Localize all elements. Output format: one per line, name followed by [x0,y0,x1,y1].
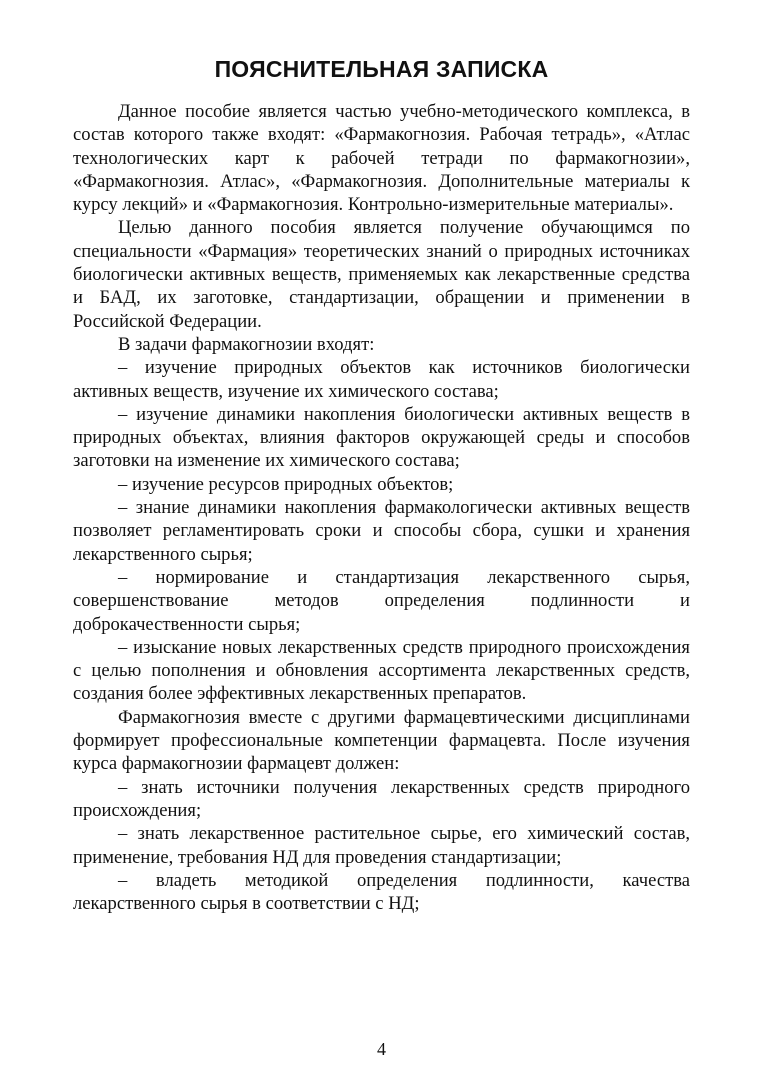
paragraph-tasks-heading: В задачи фармакогнозии входят: [118,333,375,355]
list-item-competency: – знать лекарственное растительное сырье, его химический состав, применение, требования НД для проведения стандартизации; [73,823,690,868]
list-item-task: – нормирование и стандартизация лекарственного сырья, совершенствование методов определения подлинности и доброкачественности сырья; [73,566,690,635]
paragraph-competencies: Фармакогнозия вместе с другими фармацевтическими дисциплинами формирует профессиональные компетенции фармацевта. После изучения курса фармакогнозии фармацевт должен: [73,706,690,775]
paragraph-intro: Данное пособие является частью учебно-методического комплекса, в состав которого также входят: «Фармакогнозия. Рабочая тетрадь», «Атлас технологических карт к рабочей тетради по фармакогнозии», «Фармакогнозия. Атлас», «Фармакогнозия. Дополнительные материалы к курсу лекций» и «Фармакогнозия. Контрольно-измерительные материалы». [73,101,690,216]
list-item-competency: – знать источники получения лекарственных средств природного происхождения; [73,776,690,821]
list-item-task: – изучение ресурсов природных объектов; [118,473,454,495]
body-text [73,100,690,915]
page-title: ПОЯСНИТЕЛЬНАЯ ЗАПИСКА [214,56,549,82]
list-item-task: – изыскание новых лекарственных средств природного происхождения с целью пополнения и обновления ассортимента лекарственных средств, создания более эффективных лекарственных препаратов. [73,636,690,705]
page-number: 4 [377,1039,386,1059]
list-item-task: – знание динамики накопления фармакологически активных веществ позволяет регламентировать сроки и способы сбора, сушки и хранения лекарственного сырья; [73,497,690,565]
list-item-competency: – владеть методикой определения подлинности, качества лекарственного сырья в соответствии с НД; [73,869,690,915]
list-item-task: – изучение природных объектов как источников биологически активных веществ, изучение их химического состава; [73,357,690,402]
list-item-task: – изучение динамики накопления биологически активных веществ в природных объектах, влияния факторов окружающей среды и способов заготовки на изменение их химического состава; [73,403,690,472]
paragraph-goal: Целью данного пособия является получение обучающимся по специальности «Фармация» теоретических знаний о природных источниках биологически активных веществ, применяемых как лекарственные средства и БАД, их заготовке, стандартизации, обращении и применении в Российской Федерации. [73,217,690,332]
